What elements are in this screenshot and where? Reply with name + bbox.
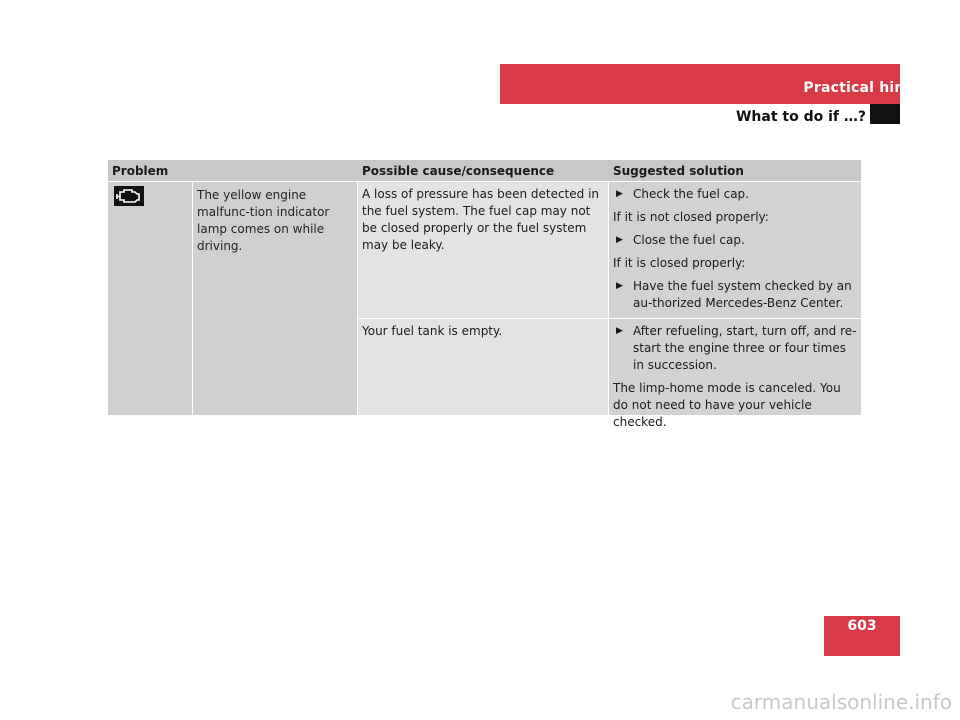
cause-cell: A loss of pressure has been detected in the fuel system. The fuel cap may not be closed properly or the fuel system may be leaky.	[358, 182, 609, 319]
solution-step	[613, 186, 857, 203]
column-header-problem: Problem	[112, 164, 169, 178]
table-header	[108, 160, 861, 182]
table-body	[108, 182, 861, 429]
tab-marker	[870, 104, 900, 124]
solution-note: If it is not closed properly:	[613, 210, 769, 224]
troubleshooting-table	[108, 160, 861, 429]
solution-note: If it is closed properly:	[613, 256, 746, 270]
icon-cell	[108, 182, 193, 415]
solution-step	[613, 278, 857, 312]
engine-malfunction-icon	[114, 186, 144, 206]
step-text: Have the fuel system checked by an au-thorized Mercedes-Benz Center.	[633, 279, 852, 310]
step-text: Check the fuel cap.	[633, 187, 749, 201]
solution-step	[613, 232, 857, 249]
solution-note: The limp-home mode is canceled. You do not need to have your vehicle checked.	[613, 381, 841, 429]
solution-step	[613, 323, 857, 374]
watermark: carmanualsonline.info	[730, 690, 952, 714]
step-text: Close the fuel cap.	[633, 233, 745, 247]
step-text: After refueling, start, turn off, and re-start the engine three or four times in succession.	[633, 324, 857, 372]
arrow-icon: ▶	[616, 235, 623, 245]
solution-cell	[609, 319, 861, 429]
arrow-icon: ▶	[616, 281, 623, 291]
problem-cell	[108, 182, 358, 415]
subsection-title: What to do if …?	[735, 109, 866, 125]
column-header-solution: Suggested solution	[613, 164, 744, 178]
solution-cell	[609, 182, 861, 319]
section-title: Practical hints	[803, 80, 920, 96]
cause-cell: Your fuel tank is empty.	[358, 319, 609, 415]
column-header-cause: Possible cause/consequence	[362, 164, 555, 178]
arrow-icon: ▶	[616, 189, 623, 199]
arrow-icon: ▶	[616, 326, 623, 336]
problem-description: The yellow engine malfunc-tion indicator lamp comes on while driving.	[197, 188, 330, 253]
page-number: 603	[847, 618, 877, 634]
